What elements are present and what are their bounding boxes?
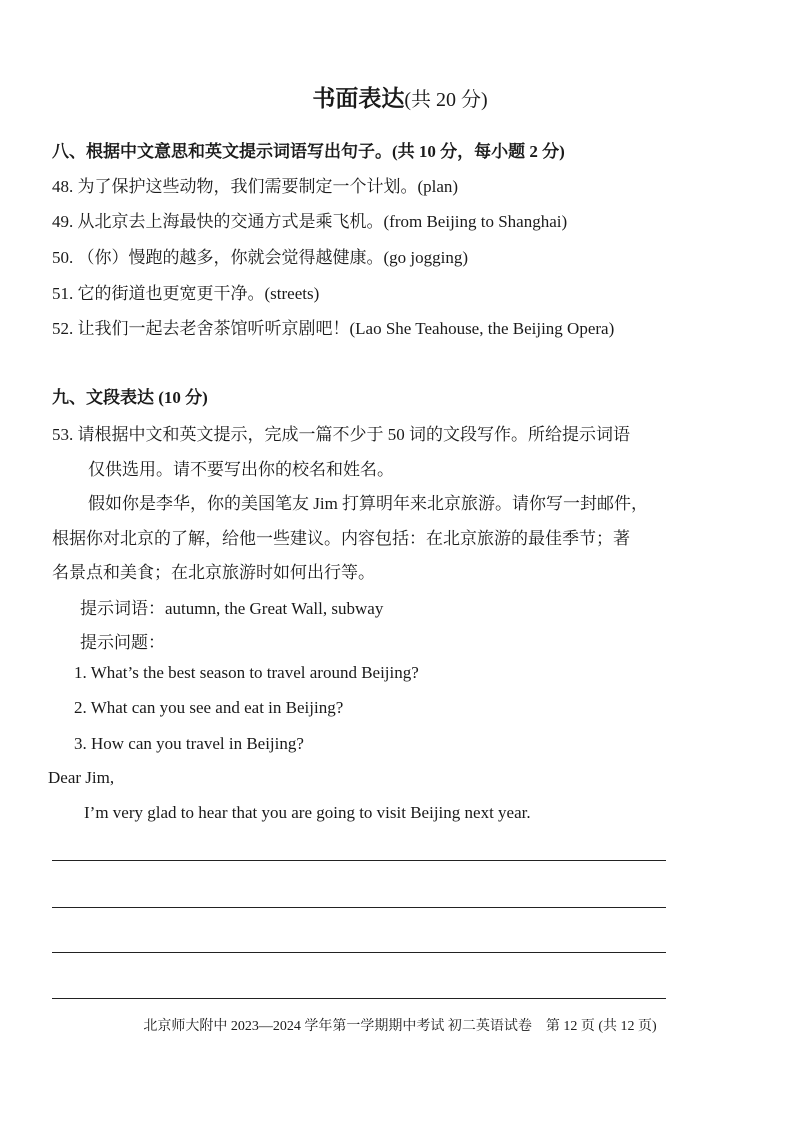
question-51: 51. 它的街道也更宽更干净。(streets)	[52, 284, 320, 303]
hint-question-2: 2. What can you see and eat in Beijing?	[74, 698, 344, 717]
question-49: 49. 从北京去上海最快的交通方式是乘飞机。(from Beijing to Shanghai)	[52, 212, 568, 231]
hint-question-1: 1. What’s the best season to travel around Beijing?	[74, 663, 419, 682]
answer-line[interactable]	[52, 860, 666, 861]
instruction-paragraph-line-2: 根据你对北京的了解，给他一些建议。内容包括：在北京旅游的最佳季节；著	[52, 529, 630, 548]
question-50: 50. （你）慢跑的越多，你就会觉得越健康。(go jogging)	[52, 248, 469, 267]
answer-line[interactable]	[52, 952, 666, 953]
letter-salutation: Dear Jim,	[48, 768, 115, 787]
answer-line[interactable]	[52, 998, 666, 999]
page-footer: 北京师大附中 2023—2024 学年第一学期期中考试 初二英语试卷 第 12 页 (共 12 页)	[143, 1019, 657, 1034]
question-48: 48. 为了保护这些动物，我们需要制定一个计划。(plan)	[52, 177, 459, 196]
page-title	[0, 80, 800, 113]
question-53-line-2: 仅供选用。请不要写出你的校名和姓名。	[88, 460, 394, 479]
section-8-heading: 八、根据中文意思和英文提示词语写出句子。(共 10 分，每小题 2 分)	[52, 142, 565, 161]
title-main: 书面表达	[312, 86, 405, 111]
hint-question-3: 3. How can you travel in Beijing?	[74, 734, 304, 753]
instruction-paragraph-line-3: 名景点和美食；在北京旅游时如何出行等。	[52, 563, 375, 582]
question-53-line-1: 53. 请根据中文和英文提示，完成一篇不少于 50 词的文段写作。所给提示词语	[52, 425, 630, 444]
title-sub: (共 20 分)	[404, 89, 488, 111]
instruction-paragraph-line-1: 假如你是李华，你的美国笔友 Jim 打算明年来北京旅游。请你写一封邮件，	[88, 494, 649, 513]
answer-line[interactable]	[52, 907, 666, 908]
question-52: 52. 让我们一起去老舍茶馆听听京剧吧！(Lao She Teahouse, the Beijing Opera)	[52, 319, 615, 338]
hint-questions-label: 提示问题：	[80, 633, 165, 652]
letter-opening: I’m very glad to hear that you are going to visit Beijing next year.	[84, 803, 531, 822]
section-9-heading: 九、文段表达 (10 分)	[52, 388, 208, 407]
hint-words: 提示词语：autumn, the Great Wall, subway	[80, 599, 384, 618]
